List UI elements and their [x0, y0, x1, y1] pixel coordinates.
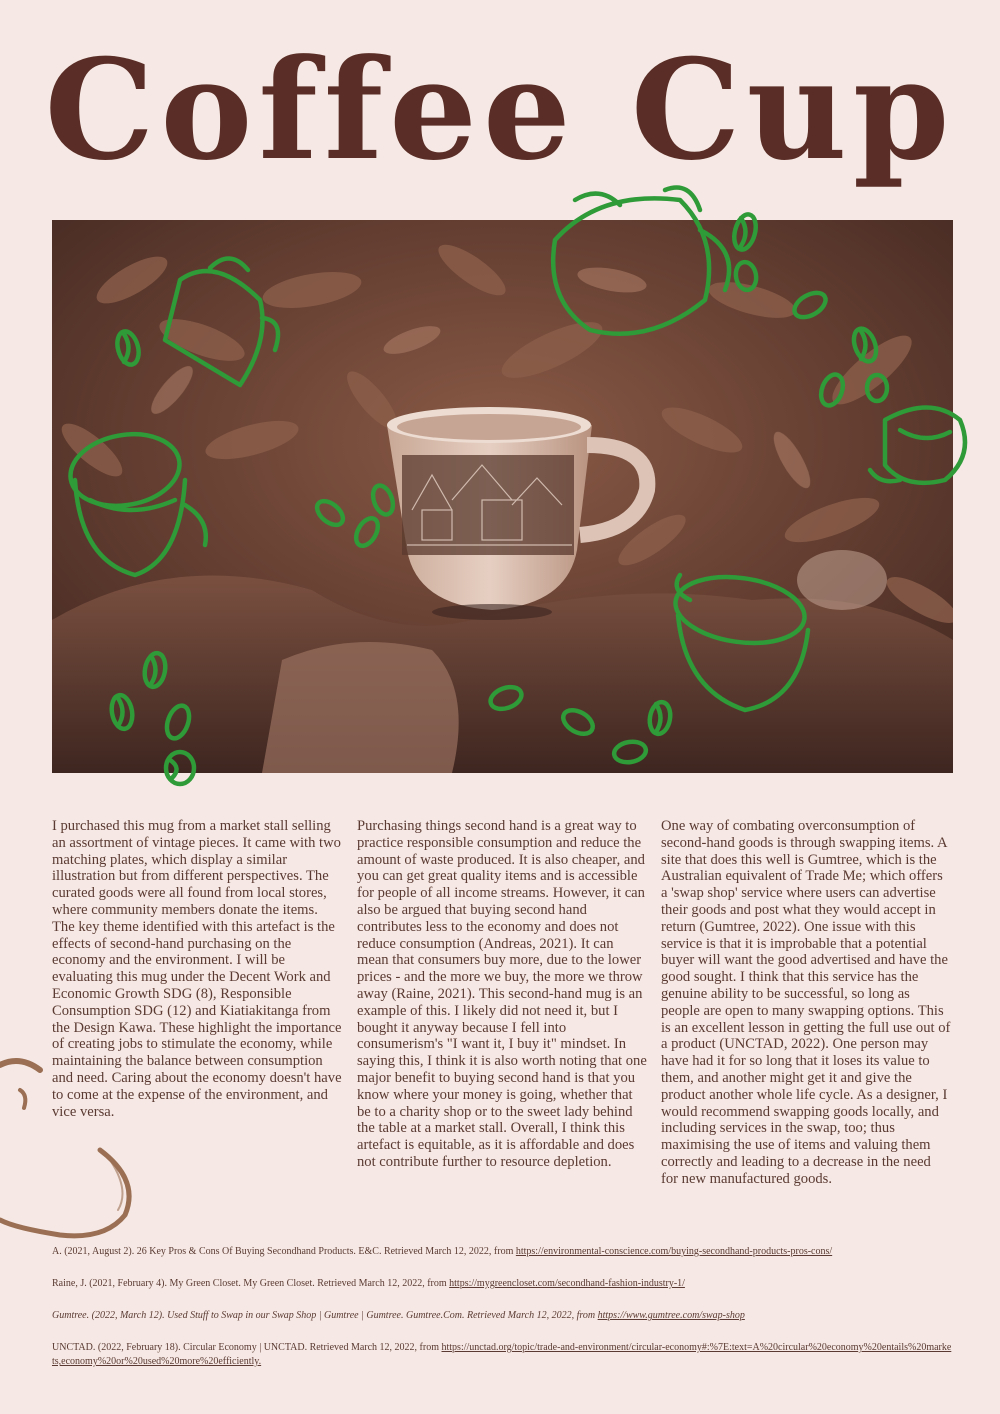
reference-item	[52, 1277, 952, 1291]
reference-link[interactable]: https://unctad.org/topic/trade-and-environment/circular-economy#:%7E:text=A%20circular%20economy%20entails%20markets,economy%20or%20used%20more%20efficiently.	[52, 1342, 952, 1367]
reference-text: UNCTAD. (2022, February 18). Circular Economy | UNCTAD. Retrieved March 12, 2022, from	[52, 1342, 442, 1353]
reference-item	[52, 1341, 952, 1369]
reference-link[interactable]: https://mygreencloset.com/secondhand-fashion-industry-1/	[449, 1278, 685, 1289]
references-list	[52, 1245, 952, 1387]
reference-text: Raine, J. (2021, February 4). My Green Closet. My Green Closet. Retrieved March 12, 2022, from	[52, 1278, 450, 1289]
photo-illustration	[52, 220, 953, 773]
coffee-cup-photo	[52, 220, 953, 773]
body-column-3: One way of combating overconsumption of second-hand goods is through swapping items. A site that does this well is Gumtree, which is the Australian equivalent of Trade Me; which offers a 'swap shop' service where users can advertise their goods and post what they would accept in return (Gumtree, 2022). One issue with this service is that it is improbable that a potential buyer will want the good advertised and have the good sought. I think that this service has the genuine ability to be successful, so long as people are open to many swapping options. This is an excellent lesson in getting the full use out of a product (UNCTAD, 2022). One person may have had it for so long that it loses its value to them, and another might get it and give the product another whole life cycle. As a designer, I would recommend swapping goods locally, and including services in the swap, too; thus maximising the use of items and valuing them correctly and leading to a decrease in the need for new manufactured goods.	[661, 818, 951, 1187]
reference-link[interactable]: https://www.gumtree.com/swap-shop	[597, 1310, 745, 1321]
reference-text: Gumtree. (2022, March 12). Used Stuff to Swap in our Swap Shop | Gumtree | Gumtree. Gumtree.Com. Retrieved March 12, 2022, from	[52, 1310, 598, 1321]
reference-item	[52, 1245, 952, 1259]
reference-text: A. (2021, August 2). 26 Key Pros & Cons Of Buying Secondhand Products. E&C. Retrieved March 12, 2022, from	[52, 1246, 516, 1257]
page-title: Coffee Cup	[44, 28, 956, 191]
reference-link[interactable]: https://environmental-conscience.com/buying-secondhand-products-pros-cons/	[515, 1246, 833, 1257]
reference-item	[52, 1309, 952, 1323]
body-column-1: I purchased this mug from a market stall selling an assortment of vintage pieces. It came with two matching plates, which display a similar illustration but from different perspectives. The curated goods were all found from local stores, where community members donate the items. The key theme identified with this artefact is the effects of second-hand purchasing on the economy and the environment. I will be evaluating this mug under the Decent Work and Economic Growth SDG (8), Responsible Consumption SDG (12) and Kiatiakitanga from the Design Kawa. These highlight the importance of creating jobs to stimulate the economy, while maintaining the balance between consumption and need. Caring about the economy doesn't have to come at the expense of the environment, and vice versa.	[52, 818, 342, 1120]
body-column-2: Purchasing things second hand is a great way to practice responsible consumption and reduce the amount of waste produced. It is also cheaper, and you can get great quality items and is accessible for people of all income streams. However, it can also be argued that buying second hand contributes less to the economy and does not reduce consumption (Andreas, 2021). It can mean that consumers buy more, due to the lower prices - and the more we buy, the more we throw away (Raine, 2021). This second-hand mug is an example of this. I likely did not need it, but I bought it anyway because I fell into consumerism's "I want it, I buy it" mindset. In saying this, I think it is also worth noting that one major benefit to buying second hand is that you know where your money is going, whether that be to a charity shop or to the sweet lady behind the table at a market stall. Overall, I think this artefact is equitable, as it is affordable and does not contribute further to resource depletion.	[357, 818, 647, 1170]
